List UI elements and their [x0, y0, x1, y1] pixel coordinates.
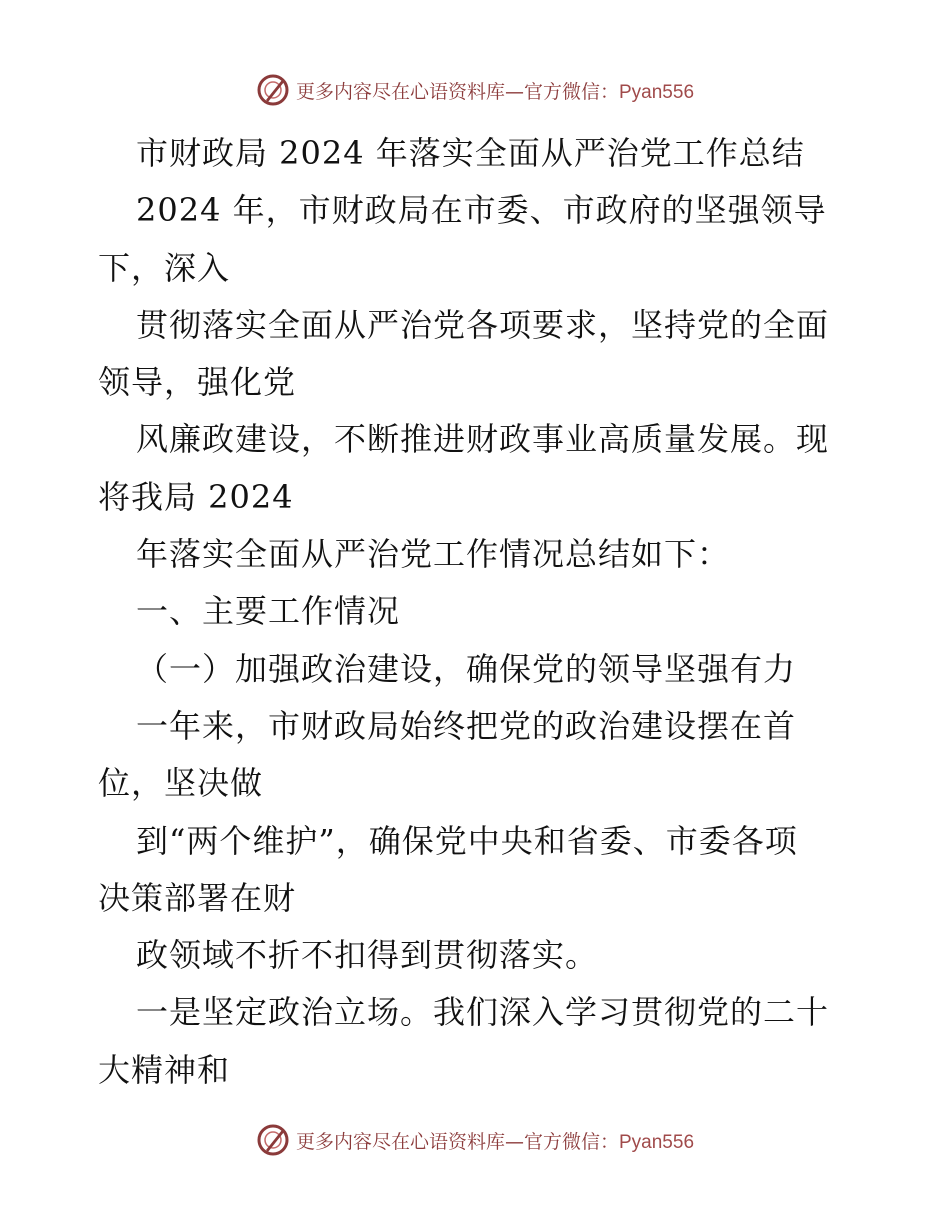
watermark-separator: —: [504, 1130, 524, 1153]
footer-watermark: [0, 1120, 950, 1160]
watermark-wechat-label: 官方微信：: [523, 80, 619, 103]
watermark-wechat-id: Pyan556: [619, 1131, 695, 1153]
paragraph-line: 政领域不折不扣得到贯彻落实。: [136, 936, 599, 975]
paragraph-line: 一年来，市财政局始终把党的政治建设摆在首: [136, 706, 797, 745]
paragraph-line: 到“两个维护”，确保党中央和省委、市委各项: [136, 821, 798, 860]
document-body: [98, 125, 878, 1099]
paragraph-line: 年落实全面从严治党工作情况总结如下：: [136, 535, 731, 574]
paragraph-line: 领导，强化党: [98, 363, 297, 402]
watermark-wechat-label: 官方微信：: [523, 1130, 619, 1153]
paragraph-line: 决策部署在财: [98, 878, 297, 917]
subsection-heading: （一）加强政治建设，确保党的领导坚强有力: [136, 649, 797, 688]
paragraph-line: 风廉政建设，不断推进财政事业高质量发展。现: [136, 420, 830, 459]
paragraph-line: 一是坚定政治立场。我们深入学习贯彻党的二十: [136, 993, 830, 1032]
paragraph-line: 2024 年，市财政局在市委、市政府的坚强领导: [136, 191, 827, 230]
watermark-separator: —: [504, 80, 524, 103]
document-title: 市财政局 2024 年落实全面从严治党工作总结: [136, 134, 805, 172]
watermark-text: [296, 1127, 694, 1154]
quill-seal-icon: [256, 1123, 290, 1157]
watermark-site-text: 更多内容尽在心语资料库: [295, 1130, 505, 1153]
paragraph-line: 大精神和: [98, 1050, 231, 1089]
watermark-text: [296, 77, 694, 104]
paragraph-line: 贯彻落实全面从严治党各项要求，坚持党的全面: [136, 305, 830, 344]
paragraph-line: 下，深入: [98, 248, 231, 287]
paragraph-line: 将我局 2024: [98, 477, 294, 516]
section-heading: 一、主要工作情况: [136, 592, 401, 631]
watermark-wechat-id: Pyan556: [619, 81, 695, 103]
paragraph-line: 位，坚决做: [98, 764, 264, 803]
quill-seal-icon: [256, 73, 290, 107]
watermark-site-text: 更多内容尽在心语资料库: [295, 80, 505, 103]
header-watermark: [0, 70, 950, 110]
